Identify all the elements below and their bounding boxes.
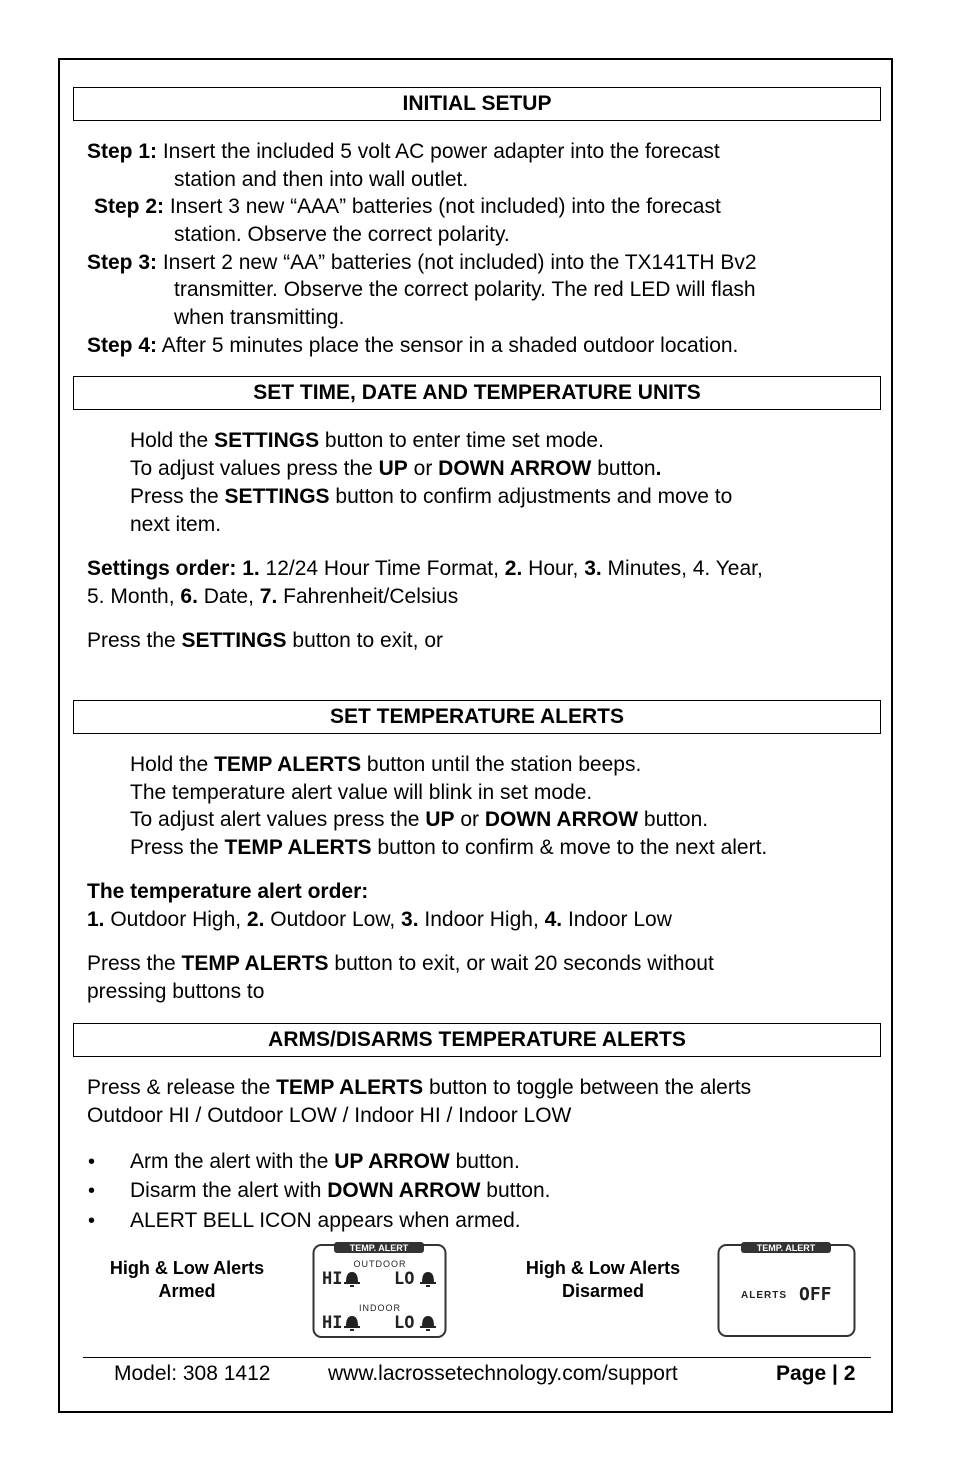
set-time-line1: Hold the SETTINGS button to enter time set mode. xyxy=(130,429,604,452)
temp-alerts-header: SET TEMPERATURE ALERTS xyxy=(73,700,881,734)
temp-alerts-line4: Press the TEMP ALERTS button to confirm & move to the next alert. xyxy=(130,836,768,859)
svg-text:TEMP. ALERT: TEMP. ALERT xyxy=(756,1243,816,1253)
step2-line2: station. Observe the correct polarity. xyxy=(174,223,510,246)
disarmed-caption: High & Low Alerts Disarmed xyxy=(525,1258,681,1301)
initial-setup-header: INITIAL SETUP xyxy=(73,87,881,121)
svg-text:OUTDOOR: OUTDOOR xyxy=(353,1259,407,1269)
step3-line3: when transmitting. xyxy=(174,306,345,329)
arms-line2: Outdoor HI / Outdoor LOW / Indoor HI / Indoor LOW xyxy=(87,1104,572,1127)
step1-line1: Step 1: Insert the included 5 volt AC power adapter into the forecast xyxy=(87,140,720,163)
set-time-line4: next item. xyxy=(130,513,222,536)
armed-caption: High & Low Alerts Armed xyxy=(109,1258,265,1301)
arms-header: ARMS/DISARMS TEMPERATURE ALERTS xyxy=(73,1023,881,1057)
svg-text:HI: HI xyxy=(322,1269,343,1289)
temp-alerts-line3: To adjust alert values press the UP or DOWN ARROW button. xyxy=(130,808,709,831)
set-time-header: SET TIME, DATE AND TEMPERATURE UNITS xyxy=(73,376,881,410)
settings-order-line1: Settings order: 1. 12/24 Hour Time Format, 2. Hour, 3. Minutes, 4. Year, xyxy=(87,557,763,580)
armed-lcd-display xyxy=(312,1242,448,1340)
footer-page-number: Page | 2 xyxy=(776,1362,856,1385)
bell-bullet-text: ALERT BELL ICON appears when armed. xyxy=(130,1209,521,1232)
temp-alerts-line1: Hold the TEMP ALERTS button until the station beeps. xyxy=(130,753,642,776)
disarm-bullet-text: Disarm the alert with DOWN ARROW button. xyxy=(130,1179,551,1202)
svg-text:LO: LO xyxy=(394,1313,415,1333)
disarmed-lcd-display xyxy=(717,1242,857,1339)
set-time-exit: Press the SETTINGS button to exit, or xyxy=(87,629,443,652)
settings-order-line2: 5. Month, 6. Date, 7. Fahrenheit/Celsius xyxy=(87,585,459,608)
step3-line2: transmitter. Observe the correct polarity. The red LED will flash xyxy=(174,278,756,301)
arms-line1: Press & release the TEMP ALERTS button to toggle between the alerts xyxy=(87,1076,752,1099)
step3-line1: Step 3: Insert 2 new “AA” batteries (not included) into the TX141TH Bv2 xyxy=(87,251,757,274)
set-time-line2: To adjust values press the UP or DOWN ARROW button. xyxy=(130,457,662,480)
step1-line2: station and then into wall outlet. xyxy=(174,168,469,191)
temp-alerts-line2: The temperature alert value will blink in set mode. xyxy=(130,781,593,804)
footer-divider xyxy=(83,1357,871,1358)
bullet-2: • xyxy=(88,1180,96,1202)
footer-url[interactable]: www.lacrossetechnology.com/support xyxy=(328,1362,678,1385)
footer-model: Model: 308 1412 xyxy=(114,1362,271,1385)
svg-text:LO: LO xyxy=(394,1269,415,1289)
arm-bullet-text: Arm the alert with the UP ARROW button. xyxy=(130,1150,520,1173)
bullet-1: • xyxy=(88,1151,96,1173)
bullet-3: • xyxy=(88,1210,96,1232)
temp-alerts-exit-line2: pressing buttons to xyxy=(87,980,265,1003)
svg-text:OFF: OFF xyxy=(799,1284,832,1305)
svg-text:HI: HI xyxy=(322,1313,343,1333)
set-time-line3: Press the SETTINGS button to confirm adjustments and move to xyxy=(130,485,733,508)
temp-alerts-exit-line1: Press the TEMP ALERTS button to exit, or wait 20 seconds without xyxy=(87,952,714,975)
svg-text:TEMP. ALERT: TEMP. ALERT xyxy=(349,1243,409,1253)
step4-line1: Step 4: After 5 minutes place the sensor in a shaded outdoor location. xyxy=(87,334,739,357)
alert-order-list: 1. Outdoor High, 2. Outdoor Low, 3. Indoor High, 4. Indoor Low xyxy=(87,908,672,931)
svg-text:ALERTS: ALERTS xyxy=(741,1290,787,1301)
step2-line1: Step 2: Insert 3 new “AAA” batteries (not included) into the forecast xyxy=(94,195,721,218)
svg-text:INDOOR: INDOOR xyxy=(359,1303,401,1313)
alert-order-title: The temperature alert order: xyxy=(87,880,369,903)
